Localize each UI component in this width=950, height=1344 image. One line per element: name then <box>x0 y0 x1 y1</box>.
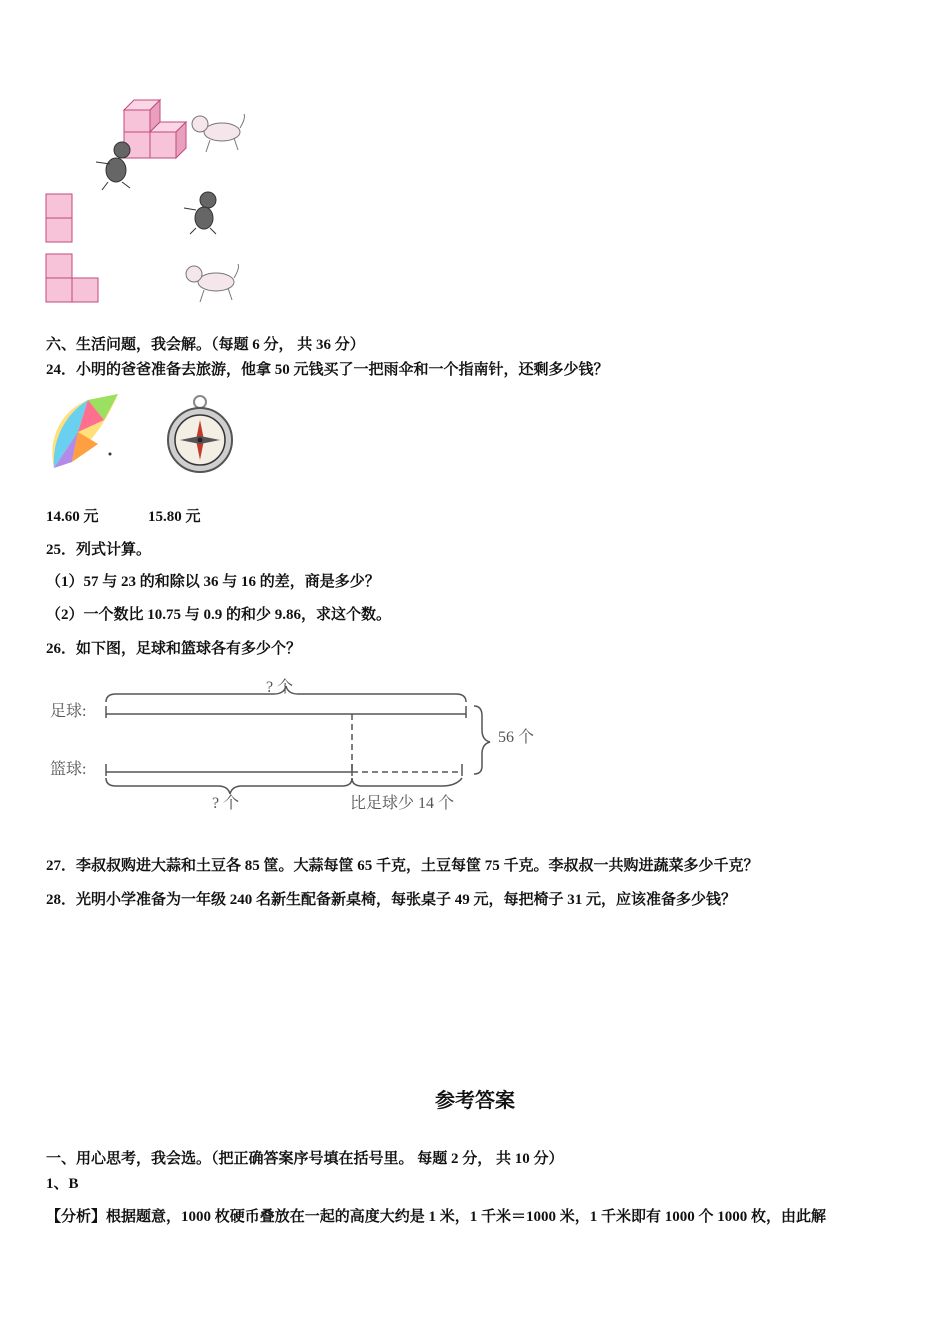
compass-icon <box>166 394 234 476</box>
question-26: 26．如下图，足球和篮球各有多少个？ <box>46 641 302 657</box>
monkey-icon <box>96 142 130 190</box>
view-shape-l <box>46 254 98 302</box>
dog-icon <box>186 264 239 302</box>
basketball-label: 篮球: <box>50 761 87 778</box>
question-25-part-1: （1）57 与 23 的和除以 36 与 16 的差，商是多少？ <box>46 574 380 590</box>
question-25: 25．列式计算。 <box>46 542 152 558</box>
view-shape-vertical <box>46 194 72 242</box>
answers-title: 参考答案 <box>435 1090 515 1112</box>
compass-price: 15.80 元 <box>148 509 201 525</box>
umbrella-icon <box>48 392 128 472</box>
answer-1: 1、B <box>46 1176 79 1192</box>
section-6-title: 六、生活问题，我会解。（每题 6 分， 共 36 分） <box>46 337 365 353</box>
monkey-icon <box>184 192 216 234</box>
question-28: 28．光明小学准备为一年级 240 名新生配备新桌椅，每张桌子 49 元，每把椅子 31 元，应该准备多少钱？ <box>46 892 737 908</box>
answers-section-1-title: 一、用心思考，我会选。（把正确答案序号填在括号里。 每题 2 分， 共 10 分） <box>46 1151 564 1167</box>
question-27: 27．李叔叔购进大蒜和土豆各 85 筐。大蒜每筐 65 千克，土豆每筐 75 千克。李叔叔一共购进蔬菜多少千克？ <box>46 858 759 874</box>
question-25-part-2: （2）一个数比 10.75 与 0.9 的和少 9.86，求这个数。 <box>46 607 392 623</box>
segment-diagram <box>46 672 546 822</box>
football-question: ? 个 <box>266 679 294 696</box>
difference-label: 比足球少 14 个 <box>350 795 455 812</box>
views-illustration <box>40 92 260 312</box>
football-label: 足球: <box>50 703 87 720</box>
basketball-brace <box>106 778 352 794</box>
umbrella-price: 14.60 元 <box>46 509 99 525</box>
dog-icon <box>192 114 245 152</box>
question-24: 24．小明的爸爸准备去旅游，他拿 50 元钱买了一把雨伞和一个指南针，还剩多少钱？ <box>46 362 609 378</box>
total-label: 56 个 <box>498 729 535 746</box>
basketball-question: ? 个 <box>212 795 240 812</box>
answer-1-analysis: 【分析】根据题意，1000 枚硬币叠放在一起的高度大约是 1 米，1 千米＝1000 米，1 千米即有 1000 个 1000 枚，由此解 <box>46 1209 827 1225</box>
cube-stack-image <box>124 100 186 158</box>
total-brace <box>474 706 490 774</box>
